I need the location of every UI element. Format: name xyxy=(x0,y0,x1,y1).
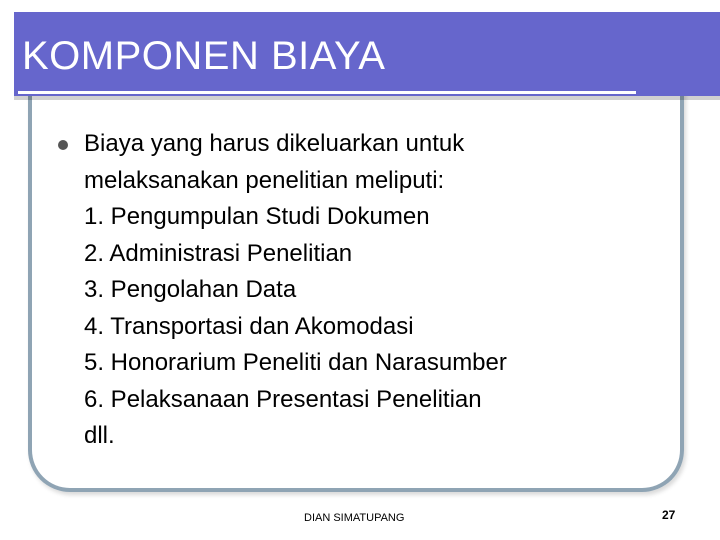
title-bar-shadow xyxy=(14,96,720,100)
list-item-3: 3. Pengolahan Data xyxy=(84,276,297,303)
footer-author: DIAN SIMATUPANG xyxy=(304,512,405,524)
bullet-dot-icon xyxy=(58,140,68,150)
list-item-etc: dll. xyxy=(84,422,115,449)
slide-title: KOMPONEN BIAYA xyxy=(22,34,386,78)
title-underline xyxy=(18,91,636,94)
list-item-2: 2. Administrasi Penelitian xyxy=(84,239,353,267)
bullet-line-1: Biaya yang harus dikeluarkan untuk xyxy=(84,130,465,157)
list-item-4: 4. Transportasi dan Akomodasi xyxy=(84,312,414,340)
page-number: 27 xyxy=(662,508,676,522)
slide-body xyxy=(58,126,658,455)
list-item-5: 5. Honorarium Peneliti dan Narasumber xyxy=(84,349,507,376)
list-item-1: 1. Pengumpulan Studi Dokumen xyxy=(84,203,430,230)
bullet-item xyxy=(58,126,658,455)
list-item-6: 6. Pelaksanaan Presentasi Penelitian xyxy=(84,385,482,413)
bullet-line-2: melaksanakan penelitian meliputi: xyxy=(84,166,445,194)
